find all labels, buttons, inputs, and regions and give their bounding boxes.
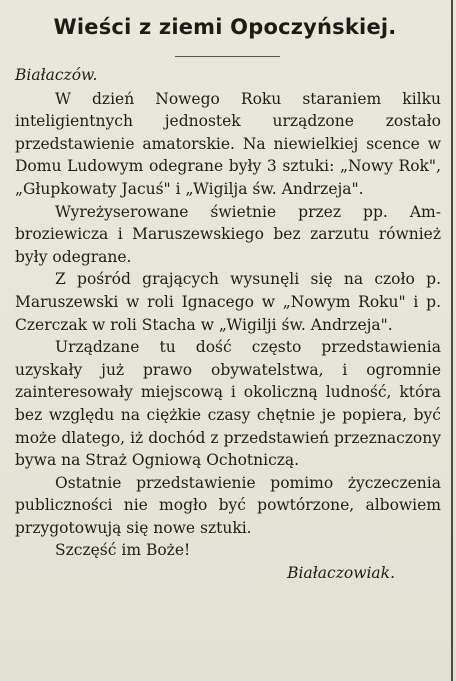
column-rule bbox=[451, 0, 453, 681]
article-title: Wieści z ziemi Opoczyńskiej. bbox=[53, 15, 397, 39]
article-body bbox=[15, 64, 441, 585]
paragraph-2: Wyreżyserowane świetnie przez pp. Ambroziewicza i Maruszewskiego bez zarzutu również były odegrane. bbox=[15, 202, 441, 266]
paragraph-3: Z pośród grających wysunęli się na czoło p. Maruszewski w roli Ignacego w „Nowym Roku" i p. Czerczak w roli Stacha w „Wigilji św. Andrzeja". bbox=[15, 270, 441, 334]
title-divider bbox=[175, 56, 280, 57]
author-signature: Białaczowiak. bbox=[287, 564, 395, 583]
paragraph-1: W dzień Nowego Roku staraniem kilku inteligientnych jednostek urządzone zostało przedstawienie amatorskie. Na niewielkiej scence w Domu Ludowym odegrane były 3 sztuki: „Nowy Rok", „Głupkowaty Jacuś" i „Wigilja św. Andrzeja". bbox=[15, 89, 441, 198]
paragraph-5: Ostatnie przedstawienie pomimo życzeczenia publiczności nie mogło być powtórzone, albowiem przygotowują się nowe sztuki. bbox=[15, 473, 441, 537]
dateline-place: Białaczów. bbox=[15, 66, 98, 84]
paragraph-4: Urządzane tu dość często przedstawienia uzyskały już prawo obywatelstwa, i ogromnie zainteresowały miejscową i okoliczną ludność, która bez względu na ciężkie czasy chętnie je popiera, być może dlatego, iż dochód z przedstawień przeznaczony bywa na Straż Ogniową Ochotniczą. bbox=[15, 338, 441, 470]
paragraph-6: Szczęść im Boże! bbox=[55, 541, 191, 560]
